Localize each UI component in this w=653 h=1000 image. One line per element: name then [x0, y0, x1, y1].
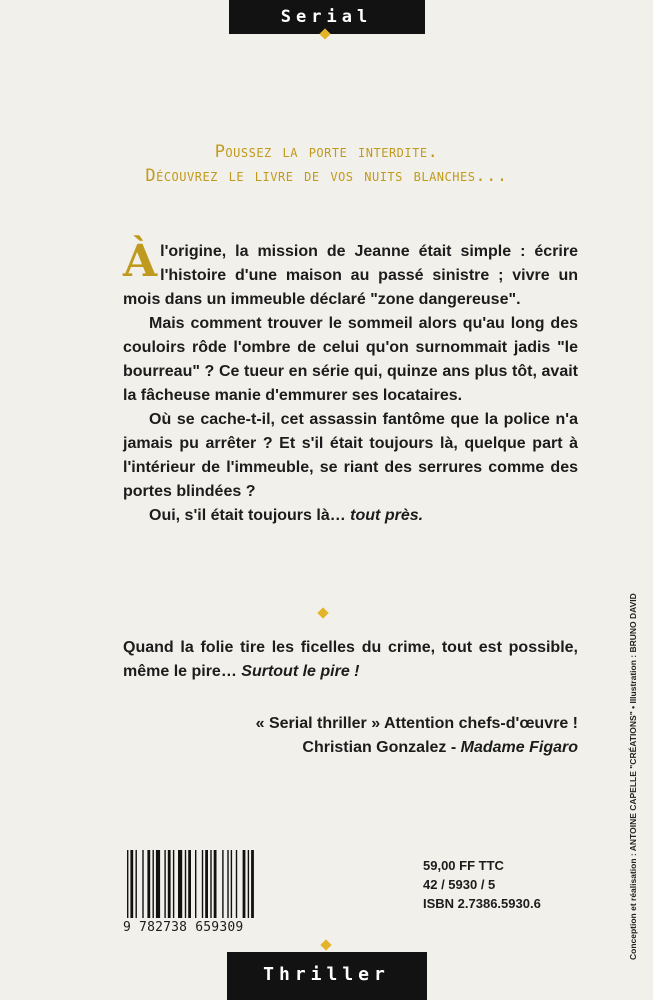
- diamond-ornament-middle: [317, 607, 328, 618]
- collection-tag: Serial: [229, 0, 425, 34]
- review-attribution: [123, 736, 578, 760]
- synopsis-paragraph-3: Où se cache-t-il, cet assassin fantôme que la police n'a jamais pu arrêter ? Et s'il était toujours là, quelque part à l'intérieur de l'immeuble, se riant des serrures comme des portes blindées ?: [123, 411, 578, 500]
- teaser-line-2: Découvrez le livre de vos nuits blanches...: [145, 166, 508, 186]
- synopsis-paragraph-2: Mais comment trouver le sommeil alors qu'au long des couloirs rôde l'ombre de celui qu'on surnommait jadis "le bourreau" ? Ce tueur en série qui, quinze ans plus tôt, avait la fâcheuse manie d'emmurer ses locataires.: [123, 315, 578, 404]
- teaser: [0, 140, 653, 188]
- synopsis: [123, 236, 578, 528]
- tagline-text: Quand la folie tire les ficelles du crime, tout est possible, même le pire…: [123, 639, 578, 680]
- synopsis-paragraph-4: [123, 504, 578, 528]
- barcode-number: 9 782738 659309: [123, 920, 244, 935]
- synopsis-paragraph-1: [123, 236, 578, 312]
- reference-number: 42 / 5930 / 5: [423, 877, 496, 892]
- price: 59,00 FF TTC: [423, 858, 504, 873]
- teaser-line-1: Poussez la porte interdite.: [214, 142, 439, 162]
- synopsis-p4-text: Oui, s'il était toujours là…: [149, 507, 351, 524]
- tagline-italic: Surtout le pire !: [241, 663, 360, 680]
- review-quote: [123, 712, 578, 760]
- barcode: [125, 850, 295, 918]
- synopsis-p1-text: l'origine, la mission de Jeanne était simple : écrire l'histoire d'une maison au passé sinistre ; vivre un mois dans un immeuble déclaré "zone dangereuse".: [123, 243, 578, 308]
- tagline-paragraph: [123, 636, 578, 684]
- tagline: [123, 636, 578, 684]
- review-line: « Serial thriller » Attention chefs-d'œuvre !: [255, 715, 578, 732]
- isbn: ISBN 2.7386.5930.6: [423, 896, 541, 911]
- review-author: Christian Gonzalez -: [302, 739, 461, 756]
- review-source: Madame Figaro: [460, 739, 578, 756]
- synopsis-p4-italic: tout près.: [350, 507, 424, 524]
- dropcap: À: [123, 236, 158, 287]
- credits: Conception et réalisation : ANTOINE CAPELLE "CRÉATIONS" • Illustration : BRUNO DAVID: [628, 593, 638, 960]
- genre-tag: Thriller: [227, 952, 427, 1000]
- pricing-block: [423, 856, 541, 913]
- diamond-ornament-bottom: [320, 939, 331, 950]
